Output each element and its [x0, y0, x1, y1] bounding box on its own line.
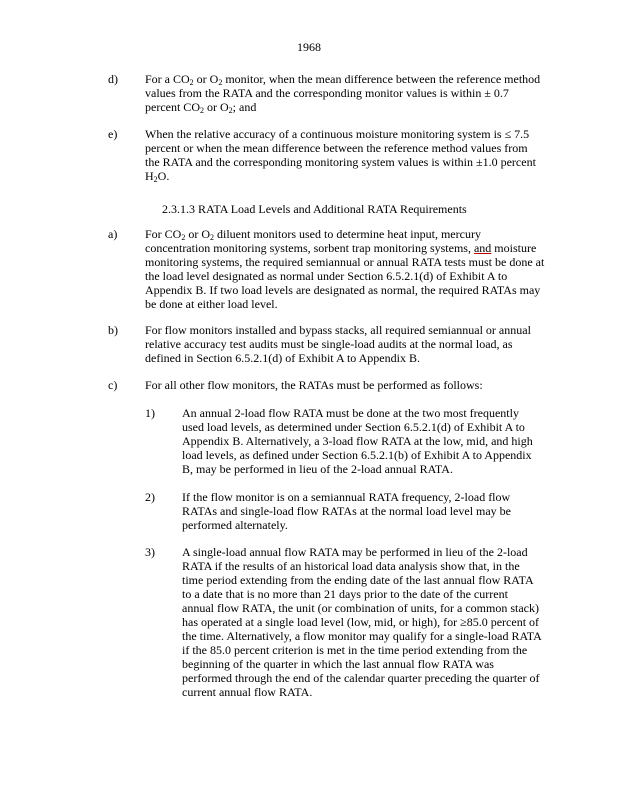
req-b-text: For flow monitors installed and bypass stacks, all required semiannual or annual relative accuracy test audits must be single-load audits at the normal load, as defined in Section 6.5.2.1(d) of Exhibit A to Appendix B.	[145, 323, 531, 365]
page-number: 1968	[297, 40, 321, 54]
req-c-text: For all other flow monitors, the RATAs must be performed as follows:	[145, 378, 483, 392]
sub-3-text: A single-load annual flow RATA may be performed in lieu of the 2-load RATA if the results of an historical load data analysis show that, in the time period extending from the ending date of the last annual flow RATA to a date that is no more than 21 days prior to the date of the current annual flow RATA, the unit (or combination of units, for a common stack) has operated at a single load level (low, mid, or high), for ≥85.0 percent of the time. Alternatively, a flow monitor may qualify for a single-load RATA if the 85.0 percent criterion is met in the time period extending from the beginning of the quarter in which the last annual flow RATA was performed through the end of the calendar quarter preceding the quarter of current annual flow RATA.	[182, 545, 542, 699]
item-d-text: For a $CO_2$ or $O_2$ monitor, when the mean difference between the reference method values from the RATA and the corresponding monitor values is within ± 0.7 percent $CO_2$ or $O_2$; and	[145, 72, 541, 115]
sub-2-label: 2)	[145, 490, 155, 504]
sub-1-label: 1)	[145, 406, 155, 420]
req-a-text: For $CO_2$ or $O_2$ diluent monitors used to determine heat input, mercury concentration monitoring systems, sorbent trap monitoring systems, and moisture monitoring systems, the required semiannual or annual RATA tests must be done at the load level designated as normal under Section 6.5.2.1(d) of Exhibit A to Appendix B. If two load levels are designated as normal, the required RATAs may be done at either load level.	[145, 227, 545, 311]
item-d-label: d)	[108, 72, 118, 86]
section-heading: 2.3.1.3 RATA Load Levels and Additional RATA Requirements	[162, 202, 467, 216]
underlined-and: and	[473, 241, 492, 255]
sub-2-text: If the flow monitor is on a semiannual RATA frequency, 2-load flow RATAs and single-load flow RATAs at the normal load level may be performed alternately.	[182, 490, 512, 532]
req-b-label: b)	[108, 323, 118, 337]
item-e-label: e)	[108, 127, 118, 141]
req-c-label: c)	[108, 378, 118, 392]
req-a-label: a)	[108, 227, 118, 241]
sub-1-text: An annual 2-load flow RATA must be done at the two most frequently used load levels, as determined under Section 6.5.2.1(d) of Exhibit A to Appendix B. Alternatively, a 3-load flow RATA at the low, mid, and high load levels, as defined under Section 6.5.2.1(b) of Exhibit A to Appendix B, may be performed in lieu of the 2-load annual RATA.	[182, 406, 533, 476]
item-e-text: When the relative accuracy of a continuous moisture monitoring system is ≤ 7.5 percent or when the mean difference between the reference method values from the RATA and the corresponding monitoring system values is within ±1.0 percent $H_2O$.	[145, 127, 536, 184]
sub-3-label: 3)	[145, 545, 155, 559]
